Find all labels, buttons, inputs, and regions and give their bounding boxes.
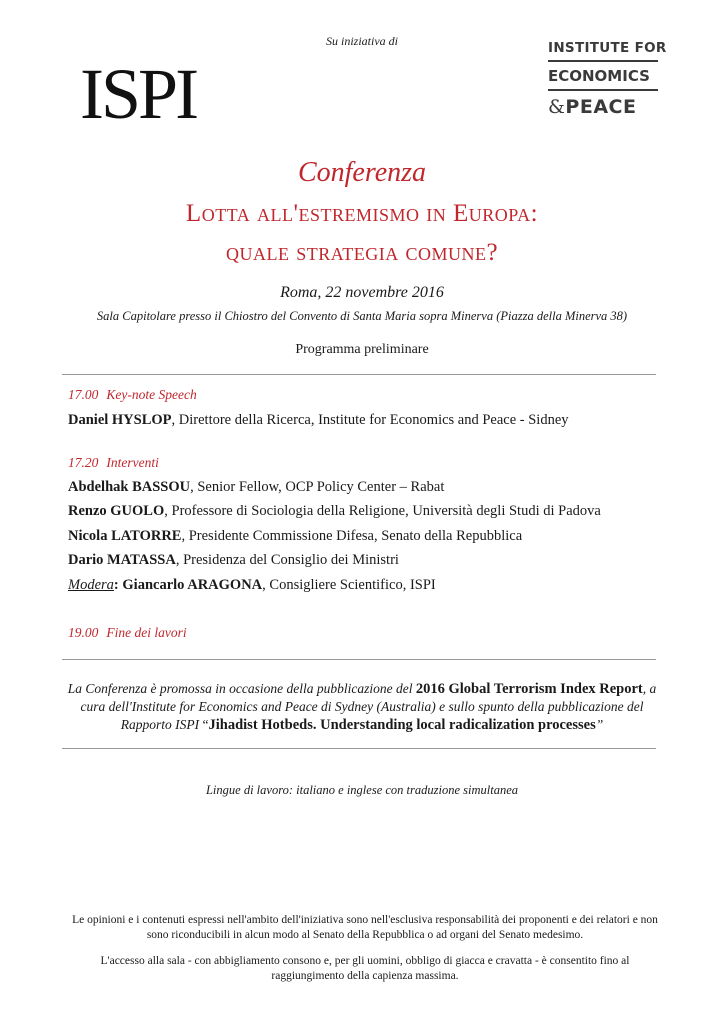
divider bbox=[62, 659, 656, 660]
disclaimer: Le opinioni e i contenuti espressi nell'ambito dell'iniziativa sono nell'esclusiva responsabilità dei proponenti e dei relatori e non sono riconducibili in alcun modo al Senato della Repubblica o ad organi del Senato medesimo. bbox=[72, 914, 658, 941]
schedule-interventi-time: 17.20 Interventi bbox=[68, 455, 159, 470]
promo-paragraph: La Conferenza è promossa in occasione della pubblicazione del 2016 Global Terrorism Index Report, a cura dell'Institute for Economics and Peace di Sydney (Australia) e sullo spunto della pubblicazione del Rapporto ISPI “Jihadist Hotbeds. Understanding local radicalization processes” bbox=[67, 681, 657, 733]
keynote-speaker: Daniel HYSLOP, Direttore della Ricerca, Institute for Economics and Peace - Sidney bbox=[68, 412, 569, 428]
conference-label: Conferenza bbox=[297, 157, 427, 188]
iep-logo-line2: ECONOMICS bbox=[548, 67, 650, 85]
moderator-row: Modera: Giancarlo ARAGONA, Consigliere Scientifico, ISPI bbox=[68, 577, 436, 593]
speaker-row: Nicola LATORRE, Presidente Commissione Difesa, Senato della Repubblica bbox=[68, 528, 523, 544]
iep-logo-line3: &PEACE bbox=[548, 96, 637, 118]
event-venue: Sala Capitolare presso il Chiostro del Convento di Santa Maria sopra Minerva (Piazza della Minerva 38) bbox=[96, 309, 628, 323]
initiative-label: Su iniziativa di bbox=[326, 34, 398, 48]
schedule-closing-time: 19.00 Fine dei lavori bbox=[68, 625, 187, 640]
speaker-row: Dario MATASSA, Presidenza del Consiglio dei Ministri bbox=[68, 552, 399, 568]
program-label: Programma preliminare bbox=[295, 342, 429, 357]
languages-note: Lingue di lavoro: italiano e inglese con traduzione simultanea bbox=[205, 783, 518, 797]
schedule-keynote-time: 17.00 Key-note Speech bbox=[68, 387, 197, 402]
iep-logo-rule bbox=[548, 60, 658, 62]
event-date: Roma, 22 novembre 2016 bbox=[280, 284, 444, 301]
speaker-row: Abdelhak BASSOU, Senior Fellow, OCP Policy Center – Rabat bbox=[68, 479, 445, 495]
access-note: L'accesso alla sala - con abbigliamento consono e, per gli uomini, obbligo di giacca e cravatta - è consentito fino al raggiungimento della capienza massima. bbox=[100, 955, 630, 982]
ispi-logo: ISPI bbox=[80, 54, 197, 134]
speaker-row: Renzo GUOLO, Professore di Sociologia della Religione, Università degli Studi di Padova bbox=[68, 503, 601, 519]
iep-logo-rule bbox=[548, 89, 658, 91]
divider bbox=[62, 748, 656, 749]
conference-title-line2: quale strategia comune? bbox=[225, 239, 499, 266]
conference-title-line1: Lotta all'estremismo in Europa: bbox=[185, 200, 539, 227]
divider bbox=[62, 374, 656, 375]
iep-logo bbox=[548, 40, 667, 118]
iep-logo-line1: INSTITUTE FOR bbox=[548, 40, 667, 56]
